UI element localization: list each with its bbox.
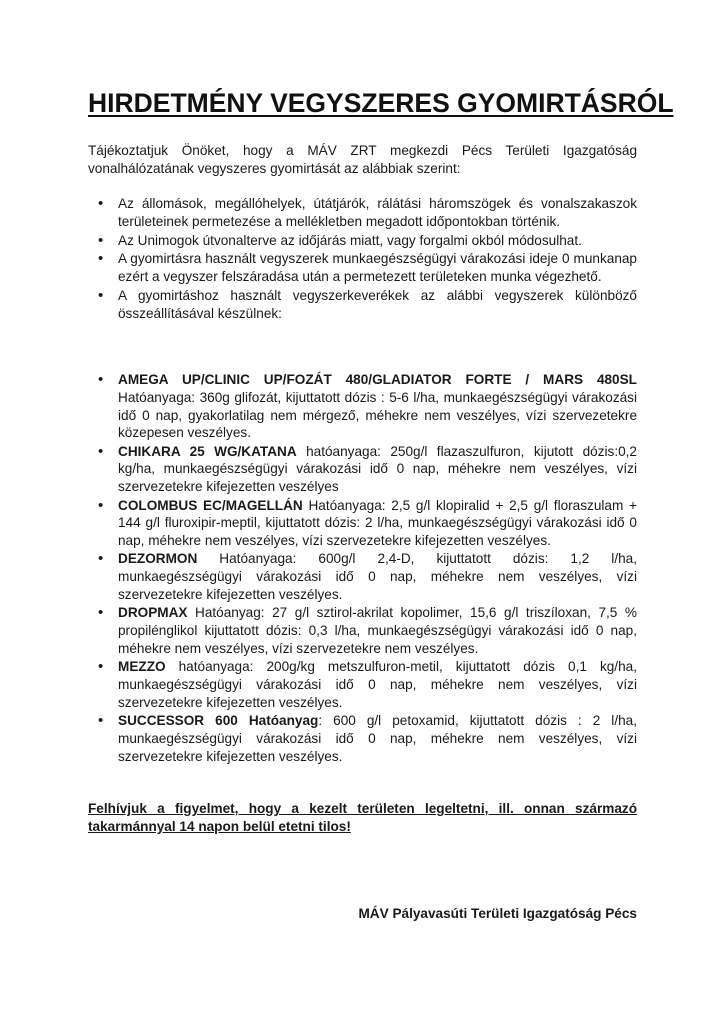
product-name: DEZORMON bbox=[118, 551, 198, 567]
product-item bbox=[88, 550, 637, 603]
chemical-product-list bbox=[88, 371, 637, 766]
product-description: hatóanyaga: 200g/kg metszulfuron-metil, kijuttatott dózis 0,1 kg/ha, munkaegészségügyi várakozási idő 0 nap, méhekre nem veszélyes, vízi szervezetekre kifejezetten veszélyes. bbox=[118, 659, 637, 710]
product-item bbox=[88, 443, 637, 496]
product-description: hatóanyaga: 250g/l flazaszulfuron, kijutott dózis:0,2 kg/ha, munkaegészségügyi várakozási idő 0 nap, méhekre nem veszélyes, vízi szervezetekre kifejezetten veszélyes bbox=[118, 443, 637, 495]
product-name: COLOMBUS EC/MAGELLÁN bbox=[118, 497, 303, 513]
product-name: SUCCESSOR 600 Hatóanyag bbox=[118, 713, 319, 729]
issuer-signature: MÁV Pályavasúti Területi Igazgatóság Pécs bbox=[358, 906, 637, 921]
page-title: HIRDETMÉNY VEGYSZERES GYOMIRTÁSRÓL bbox=[88, 88, 674, 118]
product-description: Hatóanyaga: 360g glifozát, kijuttatott dózis : 5-6 l/ha, munkaegészségügyi várakozási idő 0 nap, gyakorlatilag nem mérgező, méhekre nem veszélyes, vízi szervezetekre közepesen veszélyes. bbox=[118, 389, 637, 441]
product-description: Hatóanyag: 27 g/l sztirol-akrilat kopolimer, 15,6 g/l triszíloxan, 7,5 % propilénglikol kijuttatott dózis: 0,3 l/ha, munkaegészségügyi várakozási idő 0 nap, méhekre nem veszélyes, vízi szervezetekre nem veszélyes. bbox=[118, 605, 637, 656]
info-bullet-list bbox=[88, 195, 637, 324]
product-item bbox=[88, 497, 637, 550]
product-name: AMEGA UP/CLINIC UP/FOZÁT 480/GLADIATOR FORTE / MARS 480SL bbox=[118, 372, 637, 387]
product-item bbox=[88, 712, 637, 765]
product-item bbox=[88, 604, 637, 657]
grazing-warning: Felhívjuk a figyelmet, hogy a kezelt területen legeltetni, ill. onnan származó takarmánnyal 14 napon belül etetni tilos! bbox=[88, 801, 637, 834]
bullet-item: • Az Unimogok útvonalterve az időjárás miatt, vagy forgalmi okból módosulhat. bbox=[88, 232, 637, 250]
bullet-item: • A gyomirtáshoz használt vegyszerkeverékek az alábbi vegyszerek különböző összeállításával készülnek: bbox=[88, 287, 637, 323]
bullet-item: • Az állomások, megállóhelyek, útátjárók, rálátási háromszögek és vonalszakaszok területeinek permetezése a mellékletben megadott időpontokban történik. bbox=[88, 195, 637, 231]
product-name: DROPMAX bbox=[118, 605, 188, 621]
product-item bbox=[88, 371, 637, 442]
bullet-item: • A gyomirtásra használt vegyszerek munkaegészségügyi várakozási ideje 0 munkanap ezért a vegyszer felszáradása után a permetezett területeken munka végezhető. bbox=[88, 250, 637, 286]
product-description: : 600 g/l petoxamid, kijuttatott dózis : 2 l/ha, munkaegészségügyi várakozási idő 0 nap, méhekre nem veszélyes, vízi szervezetekre kifejezetten veszélyes. bbox=[118, 713, 637, 764]
product-name: MEZZO bbox=[118, 659, 166, 675]
product-description: Hatóanyaga: 2,5 g/l klopiralid + 2,5 g/l floraszulam + 144 g/l fluroxipir-meptil, kijuttatott dózis: 2 l/ha, munkaegészségügyi várakozási idő 0 nap, méhekre nem veszélyes, vízi szervezetekre kifejezetten veszélyes. bbox=[118, 497, 637, 549]
intro-paragraph: Tájékoztatjuk Önöket, hogy a MÁV ZRT megkezdi Pécs Területi Igazgatóság vonalhálózatának vegyszeres gyomirtását az alábbiak szerint: bbox=[88, 143, 637, 176]
product-description: Hatóanyaga: 600g/l 2,4-D, kijuttatott dózis: 1,2 l/ha, munkaegészségügyi várakozási idő 0 nap, méhekre nem veszélyes, vízi szervezetekre kifejezetten veszélyes. bbox=[118, 551, 637, 603]
product-item bbox=[88, 658, 637, 711]
product-name: CHIKARA 25 WG/KATANA bbox=[118, 443, 297, 459]
